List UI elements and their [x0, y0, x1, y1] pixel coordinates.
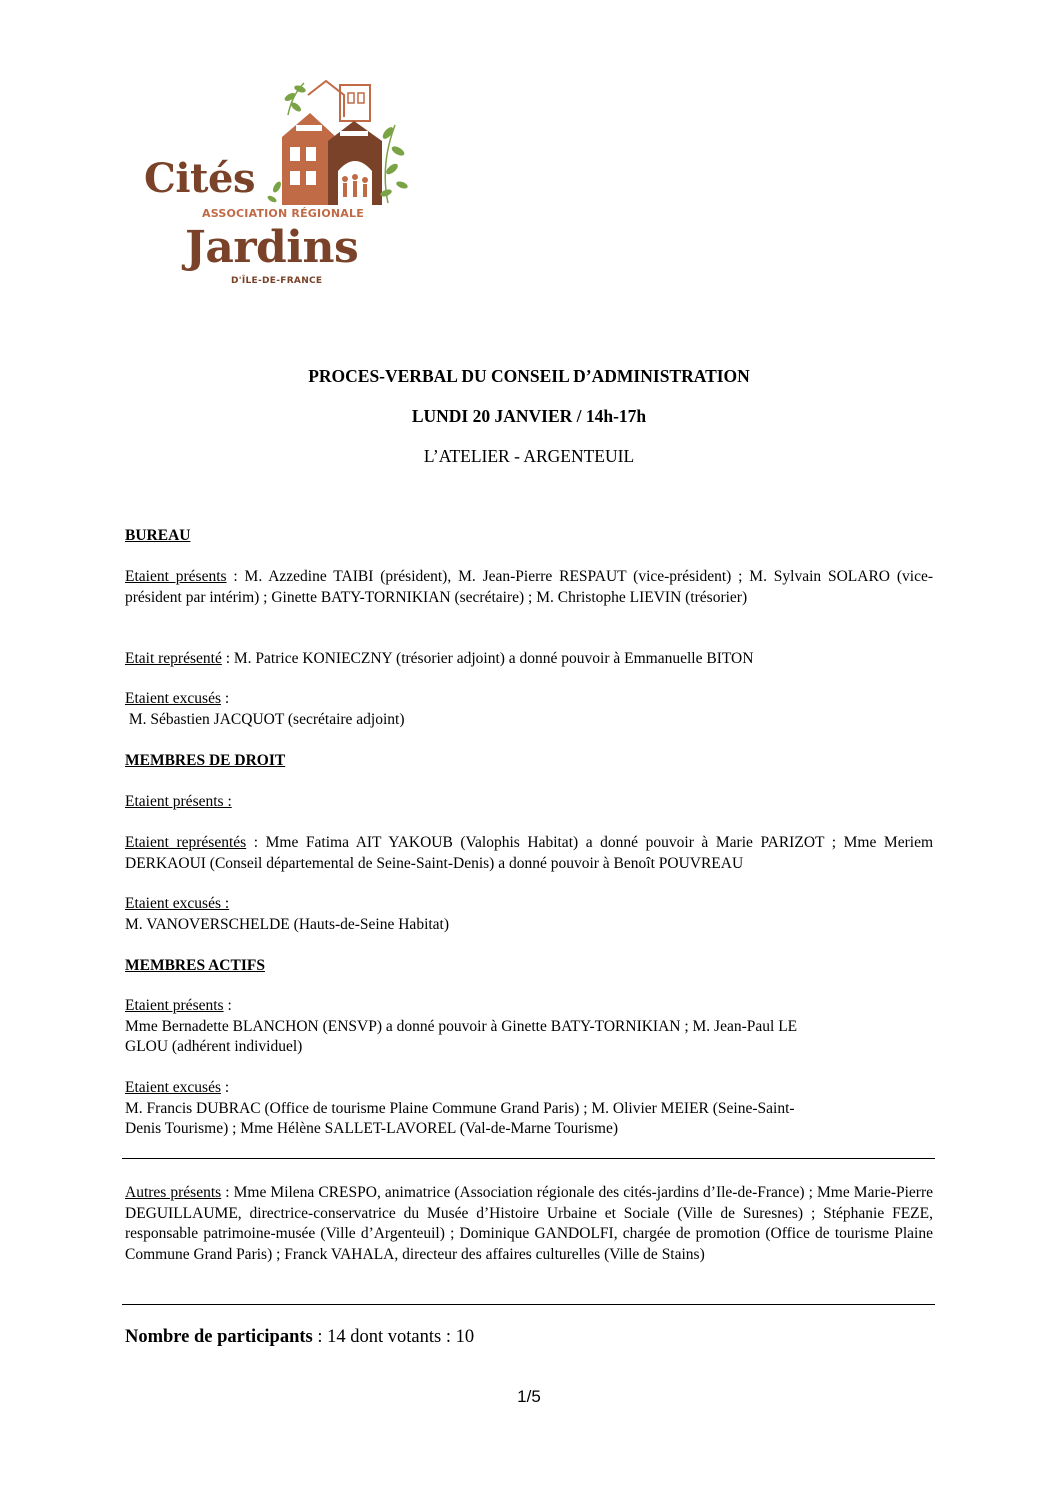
logo — [140, 75, 415, 290]
actifs-excuses-line1: M. Francis DUBRAC (Office de tourisme Plaine Commune Grand Paris) ; M. Olivier MEIER (Seine-Saint- — [125, 1099, 795, 1117]
bureau-presents — [125, 567, 933, 608]
section-heading-membres-droit: MEMBRES DE DROIT — [125, 752, 286, 769]
bureau-represente-label: Etait représenté — [125, 650, 222, 667]
section-heading-membres-actifs: MEMBRES ACTIFS — [125, 957, 265, 974]
actifs-excuses — [125, 1078, 933, 1140]
bureau-represente-text: : M. Patrice KONIECZNY (trésorier adjoint) a donné pouvoir à Emmanuelle BITON — [221, 650, 754, 667]
droit-excuses-text: M. VANOVERSCHELDE (Hauts-de-Seine Habitat) — [125, 915, 450, 933]
participants-text: : 14 dont votants : 10 — [312, 1327, 475, 1347]
meeting-place: L’ATELIER - ARGENTEUIL — [423, 446, 635, 466]
divider-bottom — [122, 1304, 935, 1305]
document-title: PROCES-VERBAL DU CONSEIL D’ADMINISTRATION — [308, 366, 750, 386]
logo-word-cites: Cités — [144, 155, 255, 202]
logo-association: ASSOCIATION RÉGIONALE — [202, 207, 364, 220]
droit-excuses — [125, 894, 933, 935]
actifs-excuses-label: Etaient excusés — [125, 1079, 221, 1096]
bureau-excuses-suffix: : — [220, 690, 230, 707]
bureau-represente — [125, 649, 933, 670]
droit-excuses-label: Etaient excusés : — [125, 895, 230, 912]
meeting-date: LUNDI 20 JANVIER / 14h-17h — [411, 406, 647, 426]
autres-presents — [125, 1183, 933, 1265]
section-heading-bureau: BUREAU — [125, 527, 191, 544]
autres-presents-label: Autres présents — [125, 1184, 222, 1201]
actifs-excuses-suffix: : — [220, 1079, 230, 1096]
divider-top — [122, 1158, 935, 1159]
actifs-presents-suffix: : — [223, 997, 232, 1014]
bureau-excuses-text: M. Sébastien JACQUOT (secrétaire adjoint) — [125, 710, 405, 728]
bureau-presents-text: : M. Azzedine TAIBI (président), M. Jean-Pierre RESPAUT (vice-président) ; M. Sylvain SOLARO (vice-président par intérim) ; Ginette BATY-TORNIKIAN (secrétaire) ; M. Christophe LIEVIN (trésorier) — [125, 568, 933, 606]
actifs-presents-line1: Mme Bernadette BLANCHON (ENSVP) a donné pouvoir à Ginette BATY-TORNIKIAN ; M. Jean-Paul LE — [125, 1017, 798, 1035]
droit-representes-text: : Mme Fatima AIT YAKOUB (Valophis Habitat) a donné pouvoir à Marie PARIZOT ; Mme Meriem DERKAOUI (Conseil départemental de Seine-Saint-Denis) a donné pouvoir à Benoît POUVREAU — [125, 834, 934, 872]
actifs-presents — [125, 996, 933, 1058]
participants-count — [125, 1327, 474, 1348]
actifs-excuses-line2: Denis Tourisme) ; Mme Hélène SALLET-LAVOREL (Val-de-Marne Tourisme) — [125, 1120, 619, 1137]
droit-representes — [125, 833, 933, 874]
actifs-presents-line2: GLOU (adhérent individuel) — [125, 1038, 303, 1055]
page-number: 1/5 — [517, 1387, 541, 1406]
droit-presents-label: Etaient présents : — [125, 793, 232, 810]
autres-presents-text: : Mme Milena CRESPO, animatrice (Association régionale des cités-jardins d’Ile-de-France) ; Mme Marie-Pierre DEGUILLAUME, directrice-conservatrice du Musée d’Histoire Urbaine et Sociale (Ville de Suresnes) ; Stéphanie FEZE, responsable patrimoine-musée (Ville d’Argenteuil) ; Dominique GANDOLFI, chargée de promotion (Office de tourisme Plaine Commune Grand Paris) ; Franck VAHALA, directeur des affaires culturelles (Ville de Stains) — [125, 1184, 933, 1263]
logo-region: D'ÎLE-DE-FRANCE — [231, 276, 323, 286]
droit-representes-label: Etaient représentés — [125, 834, 247, 851]
bureau-excuses — [125, 689, 933, 730]
participants-label: Nombre de participants — [125, 1327, 313, 1347]
logo-word-jardins: Jardins — [185, 222, 359, 273]
bureau-excuses-label: Etaient excusés — [125, 690, 221, 707]
bureau-presents-label: Etaient présents — [125, 568, 227, 585]
actifs-presents-label: Etaient présents — [125, 997, 224, 1014]
